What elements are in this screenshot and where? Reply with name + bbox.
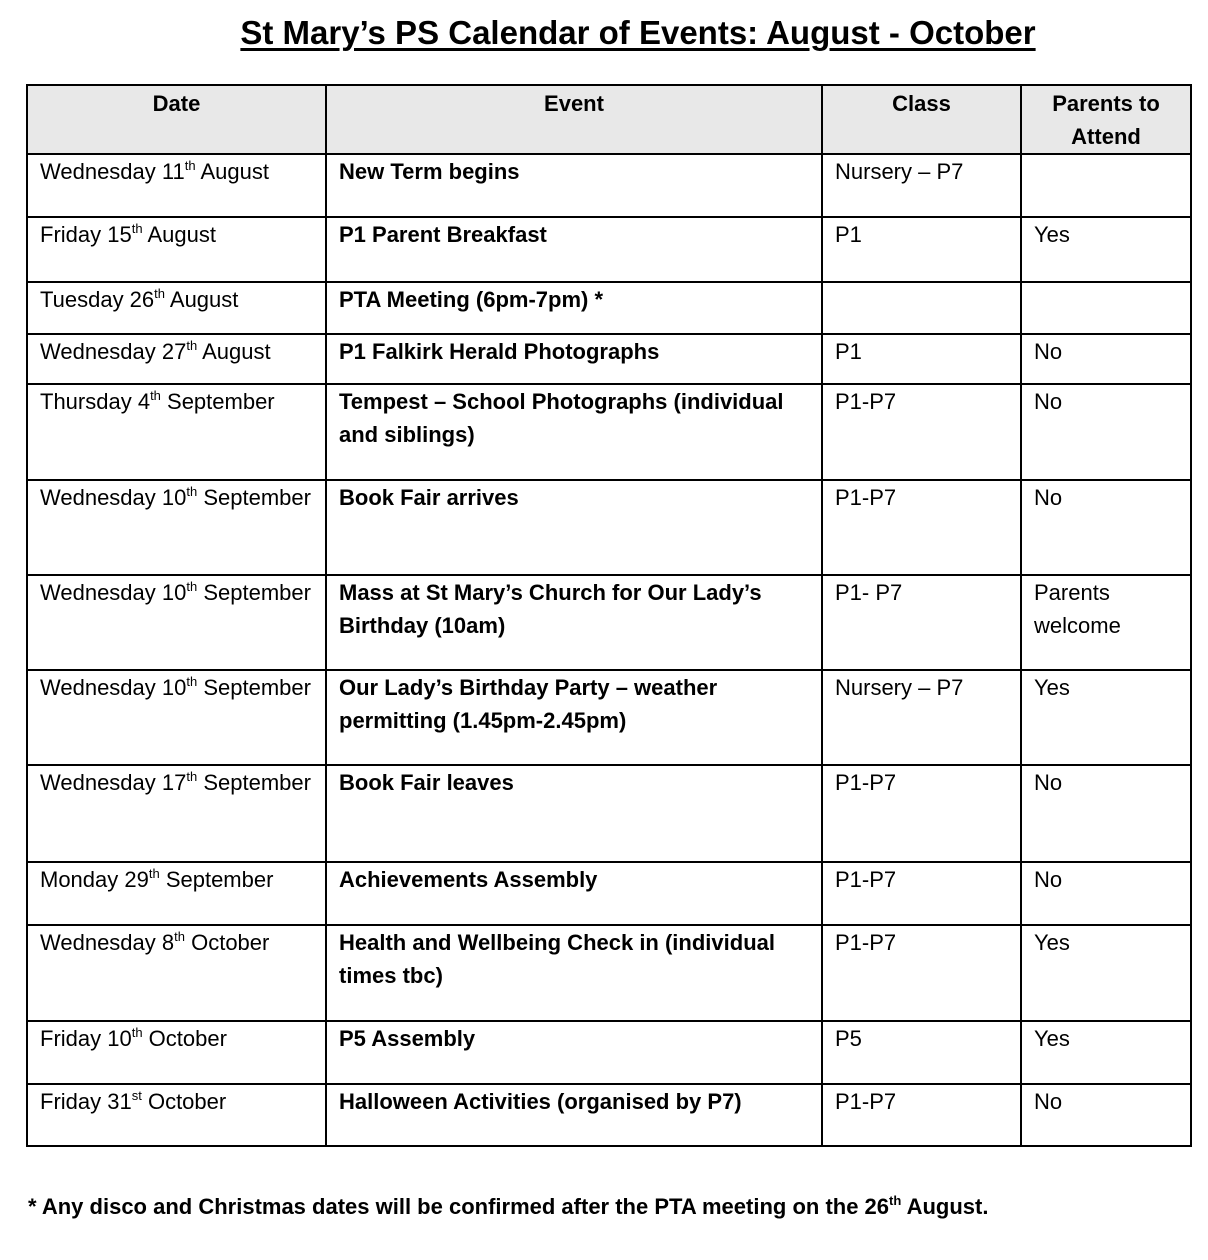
date-month: September bbox=[197, 675, 311, 700]
parents-cell bbox=[1021, 282, 1191, 334]
table-row bbox=[27, 154, 1191, 217]
date-ordinal: th bbox=[148, 866, 160, 881]
date-ordinal: th bbox=[186, 484, 198, 499]
event-cell: Book Fair leaves bbox=[326, 765, 822, 862]
parents-cell bbox=[1021, 154, 1191, 217]
event-cell: P1 Falkirk Herald Photographs bbox=[326, 334, 822, 384]
header-row bbox=[27, 85, 1191, 154]
date-text: Friday 31 bbox=[40, 1089, 132, 1114]
date-text: Wednesday 27 bbox=[40, 339, 187, 364]
events-body bbox=[27, 154, 1191, 1146]
class-cell: P1-P7 bbox=[822, 862, 1021, 925]
date-ordinal: th bbox=[174, 929, 185, 944]
date-cell bbox=[27, 925, 326, 1021]
date-ordinal: th bbox=[184, 158, 196, 173]
date-month: August bbox=[142, 222, 216, 247]
table-row bbox=[27, 282, 1191, 334]
date-ordinal: th bbox=[186, 769, 198, 784]
parents-cell: Yes bbox=[1021, 1021, 1191, 1084]
date-cell bbox=[27, 384, 326, 480]
date-text: Friday 15 bbox=[40, 222, 132, 247]
footnote-sup: th bbox=[889, 1193, 902, 1208]
parents-cell: No bbox=[1021, 384, 1191, 480]
date-cell bbox=[27, 575, 326, 670]
date-text: Friday 10 bbox=[40, 1026, 132, 1051]
date-month: August bbox=[197, 339, 271, 364]
date-cell bbox=[27, 217, 326, 282]
event-cell: Health and Wellbeing Check in (individual times tbc) bbox=[326, 925, 822, 1021]
parents-cell: No bbox=[1021, 1084, 1191, 1146]
date-cell bbox=[27, 334, 326, 384]
date-cell bbox=[27, 154, 326, 217]
footnote-text: * Any disco and Christmas dates will be confirmed after the PTA meeting on the 26 bbox=[28, 1194, 890, 1219]
event-cell: P5 Assembly bbox=[326, 1021, 822, 1084]
footnote-text-end: August. bbox=[901, 1194, 989, 1219]
table-row bbox=[27, 670, 1191, 765]
date-month: September bbox=[159, 867, 274, 892]
class-cell: P1-P7 bbox=[822, 765, 1021, 862]
date-ordinal: th bbox=[186, 579, 198, 594]
class-cell: P1 bbox=[822, 334, 1021, 384]
date-cell bbox=[27, 282, 326, 334]
date-text: Tuesday 26 bbox=[40, 287, 155, 312]
event-cell: Achievements Assembly bbox=[326, 862, 822, 925]
header-class: Class bbox=[822, 85, 1021, 154]
date-text: Wednesday 10 bbox=[40, 485, 187, 510]
date-cell bbox=[27, 862, 326, 925]
header-date: Date bbox=[27, 85, 326, 154]
event-cell: Mass at St Mary’s Church for Our Lady’s Birthday (10am) bbox=[326, 575, 822, 670]
event-cell: Book Fair arrives bbox=[326, 480, 822, 575]
parents-cell: No bbox=[1021, 480, 1191, 575]
date-text: Thursday 4 bbox=[40, 389, 151, 414]
table-row bbox=[27, 384, 1191, 480]
table-row bbox=[27, 765, 1191, 862]
table-row bbox=[27, 217, 1191, 282]
date-cell bbox=[27, 765, 326, 862]
event-cell: P1 Parent Breakfast bbox=[326, 217, 822, 282]
date-ordinal: th bbox=[154, 286, 165, 301]
event-cell: Halloween Activities (organised by P7) bbox=[326, 1084, 822, 1146]
table-row bbox=[27, 1084, 1191, 1146]
date-month: October bbox=[142, 1026, 227, 1051]
class-cell: Nursery – P7 bbox=[822, 154, 1021, 217]
event-cell: New Term begins bbox=[326, 154, 822, 217]
parents-cell: Parents welcome bbox=[1021, 575, 1191, 670]
date-text: Wednesday 10 bbox=[40, 580, 187, 605]
date-month: August bbox=[165, 287, 239, 312]
date-cell bbox=[27, 670, 326, 765]
class-cell: P1 bbox=[822, 217, 1021, 282]
event-cell: Tempest – School Photographs (individual and siblings) bbox=[326, 384, 822, 480]
date-month: August bbox=[195, 159, 269, 184]
date-ordinal: th bbox=[186, 674, 198, 689]
date-month: October bbox=[141, 1089, 227, 1114]
table-row bbox=[27, 1021, 1191, 1084]
date-text: Monday 29 bbox=[40, 867, 149, 892]
event-cell: PTA Meeting (6pm-7pm) * bbox=[326, 282, 822, 334]
header-parents: Parents to Attend bbox=[1021, 85, 1191, 154]
class-cell: P1-P7 bbox=[822, 384, 1021, 480]
table-row bbox=[27, 925, 1191, 1021]
date-text: Wednesday 17 bbox=[40, 770, 187, 795]
date-month: October bbox=[184, 930, 270, 955]
date-text: Wednesday 8 bbox=[40, 930, 175, 955]
date-ordinal: st bbox=[131, 1088, 142, 1103]
class-cell: P1- P7 bbox=[822, 575, 1021, 670]
class-cell: P1-P7 bbox=[822, 480, 1021, 575]
class-cell bbox=[822, 282, 1021, 334]
event-cell: Our Lady’s Birthday Party – weather permitting (1.45pm-2.45pm) bbox=[326, 670, 822, 765]
table-row bbox=[27, 862, 1191, 925]
table-row bbox=[27, 575, 1191, 670]
page-title: St Mary’s PS Calendar of Events: August - October bbox=[240, 14, 1036, 51]
events-table bbox=[26, 84, 1192, 1147]
date-ordinal: th bbox=[131, 221, 143, 236]
date-ordinal: th bbox=[131, 1025, 143, 1040]
parents-cell: No bbox=[1021, 862, 1191, 925]
class-cell: P5 bbox=[822, 1021, 1021, 1084]
date-cell bbox=[27, 480, 326, 575]
parents-cell: Yes bbox=[1021, 670, 1191, 765]
class-cell: Nursery – P7 bbox=[822, 670, 1021, 765]
date-month: September bbox=[197, 485, 311, 510]
date-month: September bbox=[197, 770, 311, 795]
table-row bbox=[27, 334, 1191, 384]
footnote bbox=[28, 1194, 989, 1220]
date-text: Wednesday 10 bbox=[40, 675, 187, 700]
parents-cell: Yes bbox=[1021, 217, 1191, 282]
date-month: September bbox=[197, 580, 311, 605]
date-cell bbox=[27, 1084, 326, 1146]
parents-cell: Yes bbox=[1021, 925, 1191, 1021]
date-cell bbox=[27, 1021, 326, 1084]
class-cell: P1-P7 bbox=[822, 1084, 1021, 1146]
class-cell: P1-P7 bbox=[822, 925, 1021, 1021]
parents-cell: No bbox=[1021, 334, 1191, 384]
date-ordinal: th bbox=[150, 388, 161, 403]
parents-cell: No bbox=[1021, 765, 1191, 862]
date-month: September bbox=[160, 389, 275, 414]
date-text: Wednesday 11 bbox=[40, 159, 185, 184]
date-ordinal: th bbox=[186, 338, 198, 353]
header-event: Event bbox=[326, 85, 822, 154]
table-row bbox=[27, 480, 1191, 575]
